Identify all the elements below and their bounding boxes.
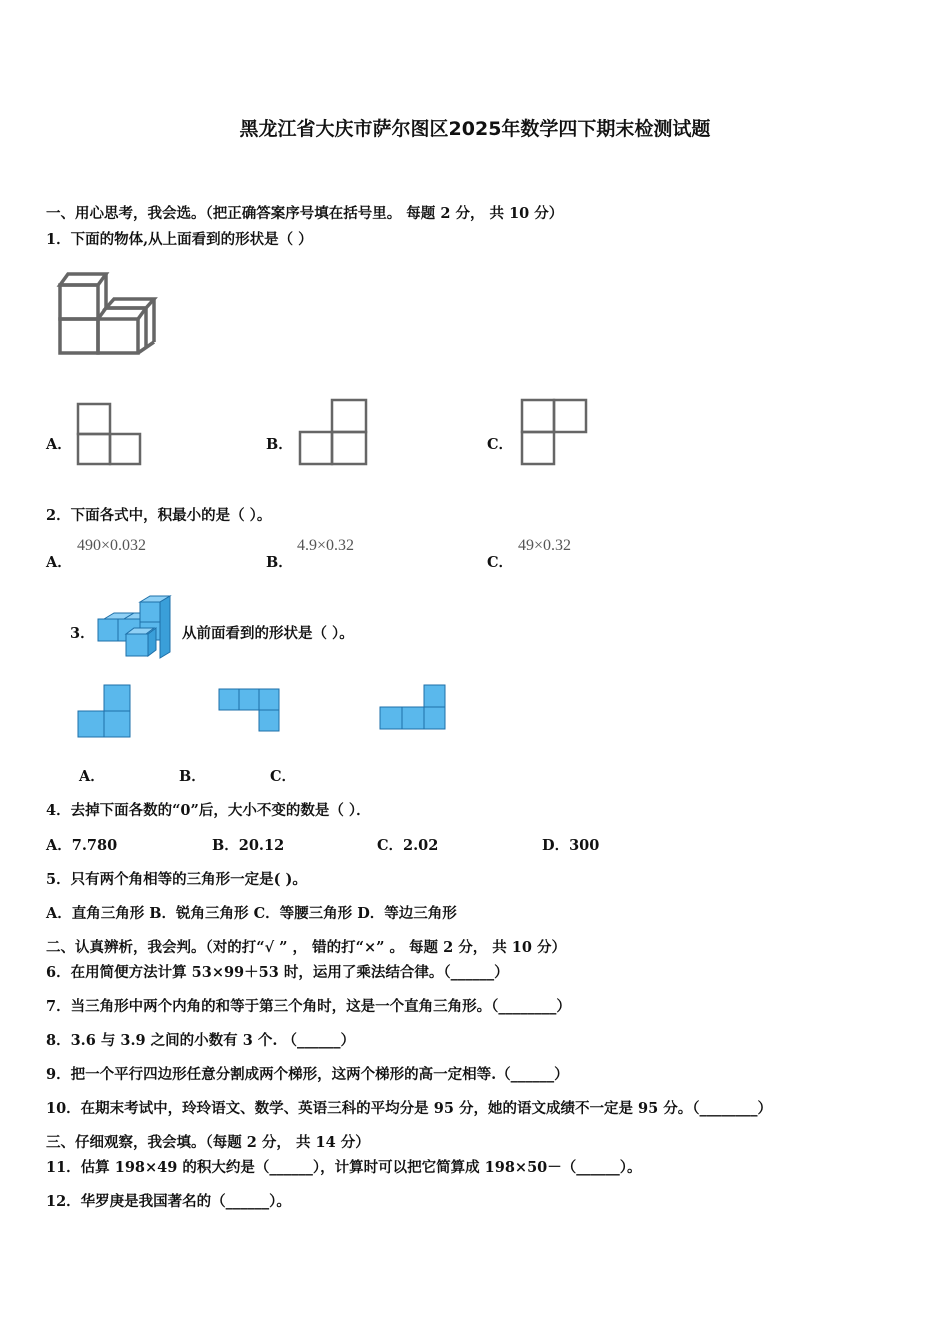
q2-option-b-label: B． [266, 554, 293, 571]
q4-option-a: A．7.780 [46, 837, 118, 854]
q4-option-b: B．20.12 [212, 837, 285, 854]
q4-option-c: C．2.02 [377, 837, 439, 854]
q9: 9．把一个平行四边形任意分割成两个梯形，这两个梯形的高一定相等.（______） [46, 1066, 569, 1083]
section-3-heading: 三、仔细观察，我会填。（每题 2 分， 共 14 分） [46, 1134, 370, 1151]
q3-option-b-label: B． [179, 768, 206, 785]
q2-option-b-expr: 4.9×0.32 [297, 537, 355, 554]
q1-option-a-label: A． [46, 436, 72, 453]
q3-option-c-shape [378, 683, 448, 731]
q10: 10．在期末考试中，玲玲语文、数学、英语三科的平均分是 95 分，她的语文成绩不一定是 95 分。（________） [46, 1100, 772, 1117]
q2-stem: 2．下面各式中，积最小的是（ ）。 [46, 507, 272, 524]
q1-option-c-shape [520, 398, 588, 466]
q6: 6．在用简便方法计算 53×99＋53 时，运用了乘法结合律。（______） [46, 964, 509, 981]
q1-option-a-shape [76, 402, 142, 466]
section-1-heading: 一、用心思考，我会选。（把正确答案序号填在括号里。 每题 2 分， 共 10 分） [46, 205, 564, 222]
q4-stem: 4．去掉下面各数的“0”后，大小不变的数是（ ）． [46, 802, 371, 819]
q5-stem: 5．只有两个角相等的三角形一定是( )。 [46, 871, 307, 888]
q3-option-a-shape [76, 683, 132, 739]
q3-option-c-label: C． [270, 768, 297, 785]
q1-cube-figure [56, 268, 166, 360]
q2-option-a-label: A． [46, 554, 72, 571]
q12: 12．华罗庚是我国著名的（______）。 [46, 1193, 291, 1210]
q1-option-b-shape [298, 398, 368, 466]
q1-option-b-label: B． [266, 436, 293, 453]
q2-option-c-expr: 49×0.32 [518, 537, 572, 554]
q3-number: 3． [70, 625, 95, 642]
q3-option-b-shape [217, 687, 283, 733]
q3-stem: 从前面看到的形状是（ ）。 [182, 625, 354, 642]
q1-stem: 1．下面的物体,从上面看到的形状是（ ） [46, 231, 313, 248]
q2-option-c-label: C． [487, 554, 514, 571]
q1-option-c-label: C． [487, 436, 514, 453]
q3-blue-cubes-figure [96, 594, 178, 658]
page-title: 黑龙江省大庆市萨尔图区2025年数学四下期末检测试题 [239, 118, 711, 140]
section-2-heading: 二、认真辨析，我会判。（对的打“√ ” ， 错的打“×” 。 每题 2 分， 共 10 分） [46, 939, 567, 956]
q5-options: A．直角三角形 B．锐角三角形 C．等腰三角形 D．等边三角形 [46, 905, 457, 922]
q4-option-d: D．300 [542, 837, 600, 854]
q3-option-a-label: A． [79, 768, 105, 785]
q11: 11．估算 198×49 的积大约是（______），计算时可以把它简算成 198×50－（______）。 [46, 1159, 642, 1176]
q2-option-a-expr: 490×0.032 [77, 537, 147, 554]
q8: 8．3.6 与 3.9 之间的小数有 3 个. （______） [46, 1032, 355, 1049]
q7: 7．当三角形中两个内角的和等于第三个角时，这是一个直角三角形。（________） [46, 998, 571, 1015]
